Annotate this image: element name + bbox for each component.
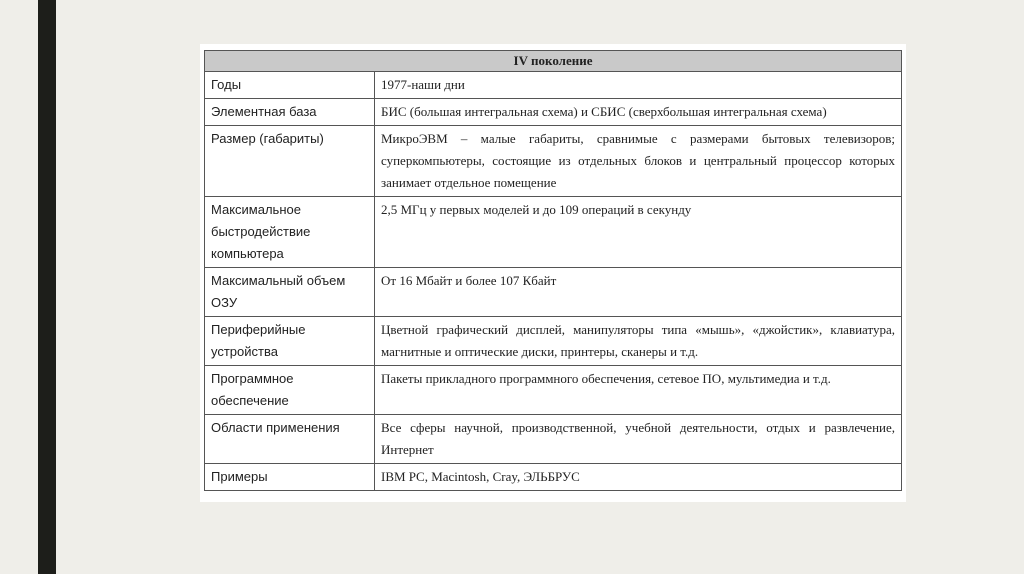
row-value: БИС (большая интегральная схема) и СБИС (сверхбольшая интегральная схема) [375, 99, 902, 126]
row-label: Размер (габариты) [205, 126, 375, 197]
row-label: Программное обеспечение [205, 366, 375, 415]
row-value: МикроЭВМ – малые габариты, сравнимые с размерами бытовых телевизоров; суперкомпьютеры, состоящие из отдельных блоков и центральный процессор которых занимает отдельное помещение [375, 126, 902, 197]
table-row [205, 126, 902, 197]
table-header-row [205, 51, 902, 72]
row-value: Пакеты прикладного программного обеспечения, сетевое ПО, мультимедиа и т.д. [375, 366, 902, 415]
row-value: Цветной графический дисплей, манипуляторы типа «мышь», «джойстик», клавиатура, магнитные и оптические диски, принтеры, сканеры и т.д. [375, 317, 902, 366]
table-row [205, 415, 902, 464]
row-value: Все сферы научной, производственной, учебной деятельности, отдых и развлечение, Интернет [375, 415, 902, 464]
row-label: Примеры [205, 464, 375, 491]
row-value: От 16 Мбайт и более 107 Кбайт [375, 268, 902, 317]
table-row [205, 72, 902, 99]
row-label: Периферийные устройства [205, 317, 375, 366]
table-row [205, 197, 902, 268]
row-label: Максимальное быстродействие компьютера [205, 197, 375, 268]
row-label: Годы [205, 72, 375, 99]
table-row [205, 268, 902, 317]
row-value: IBM PC, Macintosh, Cray, ЭЛЬБРУС [375, 464, 902, 491]
table-row [205, 317, 902, 366]
row-label: Элементная база [205, 99, 375, 126]
table-row [205, 464, 902, 491]
table-row [205, 99, 902, 126]
row-value: 2,5 МГц у первых моделей и до 109 операций в секунду [375, 197, 902, 268]
generation-table [204, 50, 902, 491]
document-page [200, 44, 906, 502]
table-title: IV поколение [205, 51, 902, 72]
row-label: Максимальный объем ОЗУ [205, 268, 375, 317]
row-value: 1977-наши дни [375, 72, 902, 99]
table-row [205, 366, 902, 415]
left-accent-bar [38, 0, 56, 574]
row-label: Области применения [205, 415, 375, 464]
